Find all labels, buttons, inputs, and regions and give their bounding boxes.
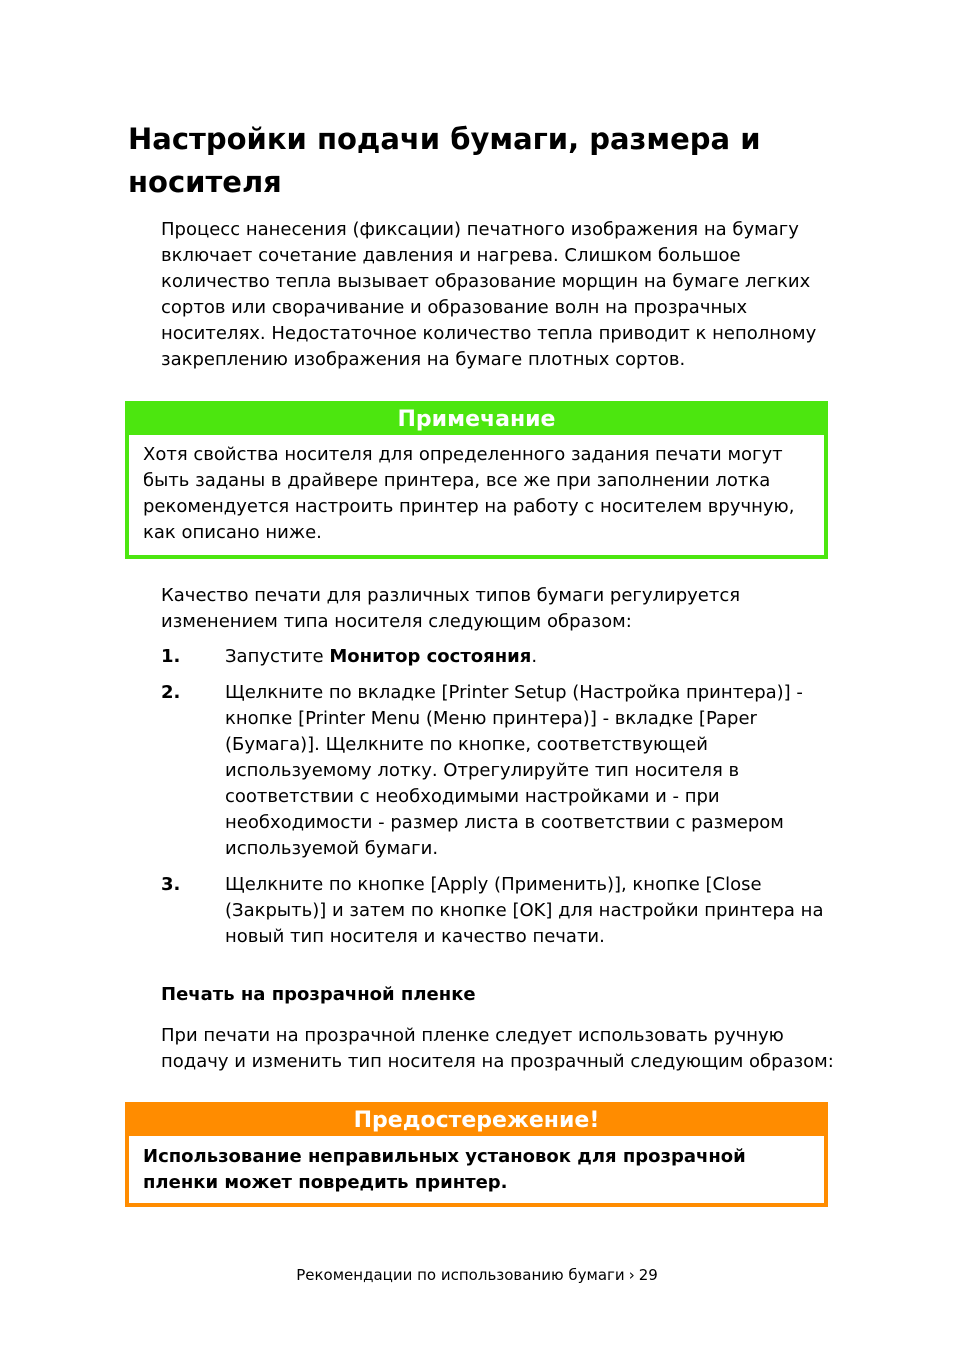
status-monitor-label: Монитор состояния [329, 646, 532, 667]
page-footer [0, 1264, 954, 1286]
step-number: 3. [161, 874, 181, 895]
step-text: Щелкните по кнопке [Apply (Применить)], кнопке [Close (Закрыть)] и затем по кнопке [OK] для настройки принтера на новый тип носителя и качество печати. [225, 874, 824, 947]
footer-separator: › [628, 1266, 635, 1284]
step-number: 2. [161, 682, 181, 703]
note-box [125, 401, 828, 559]
page-number: 29 [638, 1266, 658, 1284]
warning-box [125, 1102, 828, 1207]
page-title: Настройки подачи бумаги, размера и носителя [128, 122, 761, 199]
warning-header: Предостережение! [129, 1106, 824, 1136]
quality-paragraph: Качество печати для различных типов бумаги регулируется изменением типа носителя следующим образом: [161, 585, 741, 632]
footer-section-title: Рекомендации по использованию бумаги [296, 1266, 625, 1284]
step-item [161, 872, 841, 950]
note-header: Примечание [129, 405, 824, 435]
transparency-heading: Печать на прозрачной пленке [161, 984, 476, 1005]
intro-paragraph: Процесс нанесения (фиксации) печатного изображения на бумагу включает сочетание давления и нагрева. Слишком большое количество тепла вызывает образование морщин на бумаге легких сортов или сворачивание и образование волн на прозрачных носителях. Недостаточное количество тепла приводит к неполному закреплению изображения на бумаге плотных сортов. [161, 219, 817, 370]
step-text-end: . [531, 646, 538, 667]
step-item [161, 680, 841, 862]
warning-text: Использование неправильных установок для прозрачной пленки может повредить принтер. [143, 1146, 746, 1193]
step-number: 1. [161, 646, 181, 667]
step-item [161, 644, 841, 670]
note-text: Хотя свойства носителя для определенного задания печати могут быть заданы в драйвере принтера, все же при заполнении лотка рекомендуется настроить принтер на работу с носителем вручную, как описано ниже. [143, 444, 795, 543]
step-text-start: Запустите [225, 646, 330, 667]
step-text [225, 644, 841, 670]
transparency-paragraph: При печати на прозрачной пленке следует использовать ручную подачу и изменить тип носителя на прозрачный следующим образом: [161, 1025, 834, 1072]
steps-list [161, 644, 841, 960]
step-text: Щелкните по вкладке [Printer Setup (Настройка принтера)] - кнопке [Printer Menu (Меню принтера)] - вкладке [Paper (Бумага)]. Щелкните по кнопке, соответствующей используемому лотку. Отрегулируйте тип носителя в соответствии с необходимыми настройками и - при необходимости - размер листа в соответствии с размером используемой бумаги. [225, 682, 803, 859]
